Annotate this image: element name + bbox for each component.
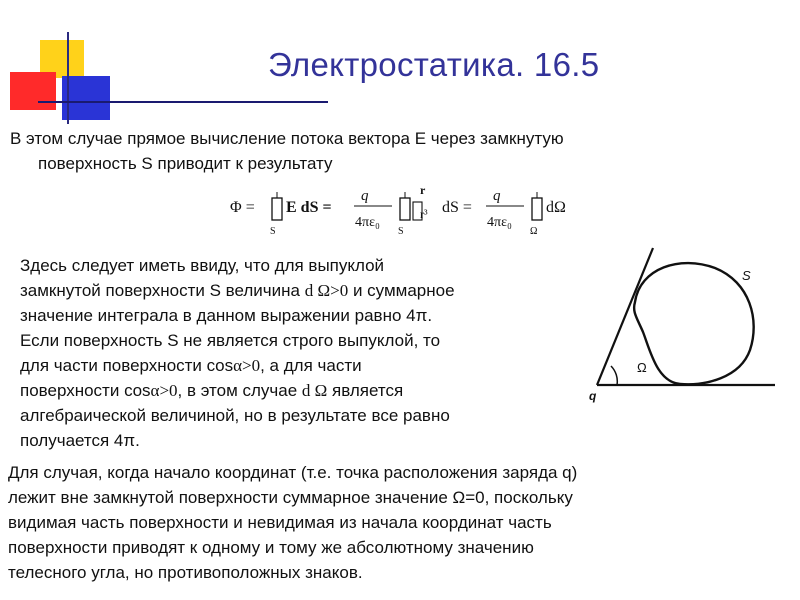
conclusion-line-5: телесного угла, но противоположных знаков. bbox=[8, 563, 363, 582]
label-omega: Ω bbox=[637, 360, 647, 375]
intro-paragraph bbox=[10, 126, 750, 176]
note-line-4: Если поверхность S не является строго выпуклой, то bbox=[20, 331, 441, 350]
conclusion-line-2: лежит вне замкнутой поверхности суммарное значение Ω=0, поскольку bbox=[8, 488, 573, 507]
formula-int2-sub: S bbox=[398, 226, 404, 237]
intro-line-2: поверхность S приводит к результату bbox=[38, 154, 333, 173]
decor-horizontal-line bbox=[38, 101, 328, 103]
note-line-7: алгебраической величиной, но в результате все равно bbox=[20, 406, 450, 425]
note-symbol-domega-2: d Ω bbox=[301, 381, 328, 400]
note-line-2: замкнутой поверхности S величина d Ω>0 и суммарное bbox=[20, 281, 455, 300]
closed-integral-1 bbox=[272, 192, 282, 220]
conclusion-line-3: видимая часть поверхности и невидимая из начала координат часть bbox=[8, 513, 552, 532]
note-symbol-alpha: α>0 bbox=[233, 356, 261, 375]
conclusion-line-4: поверхности приводят к одному и тому же абсолютному значению bbox=[8, 538, 534, 557]
surface-s bbox=[634, 263, 754, 384]
angle-arc bbox=[611, 366, 617, 385]
formula-phi: Φ = bbox=[230, 199, 255, 216]
formula-frac1-den: 4πε₀ bbox=[355, 215, 380, 230]
formula-int1-body: E dS = bbox=[286, 199, 332, 216]
note-line-5: для части поверхности cosα>0, а для части bbox=[20, 356, 362, 375]
formula-int2-body: dS = bbox=[442, 199, 472, 216]
note-line-6: поверхности cosα>0, в этом случае d Ω является bbox=[20, 381, 404, 400]
page-title: Электростатика. 16.5 bbox=[268, 46, 600, 83]
formula-int1-sub: S bbox=[270, 226, 276, 237]
formula-r-fraction bbox=[413, 183, 428, 221]
decor-vertical-line bbox=[67, 32, 69, 124]
decor-blue-square bbox=[62, 76, 110, 120]
closed-integral-3 bbox=[532, 192, 542, 220]
label-q: q bbox=[589, 389, 597, 403]
formula-r-den: r³ bbox=[420, 207, 428, 221]
formula-int3-sub: Ω bbox=[530, 226, 538, 237]
formula-int3-body: dΩ bbox=[546, 199, 566, 216]
flux-formula bbox=[230, 178, 610, 240]
conclusion-paragraph bbox=[8, 460, 793, 585]
formula-frac1-num: q bbox=[361, 188, 369, 204]
solid-angle-figure bbox=[585, 240, 780, 415]
decor-red-square bbox=[10, 72, 56, 110]
formula-frac2-num: q bbox=[493, 188, 501, 204]
label-s: S bbox=[742, 268, 751, 283]
note-symbol-alpha-2: α>0 bbox=[150, 381, 178, 400]
note-symbol-domega: d Ω>0 bbox=[304, 281, 349, 300]
conclusion-line-1: Для случая, когда начало координат (т.е. точка расположения заряда q) bbox=[8, 463, 578, 482]
closed-integral-2 bbox=[400, 192, 410, 220]
note-line-3: значение интеграла в данном выражении равно 4π. bbox=[20, 306, 433, 325]
intro-line-1: В этом случае прямое вычисление потока вектора E через замкнутую bbox=[10, 129, 564, 148]
formula-frac2-den: 4πε₀ bbox=[487, 215, 512, 230]
note-paragraph bbox=[20, 253, 575, 453]
note-line-8: получается 4π. bbox=[20, 431, 140, 450]
formula-r-num: r bbox=[420, 183, 426, 197]
note-line-1: Здесь следует иметь ввиду, что для выпуклой bbox=[20, 256, 385, 275]
